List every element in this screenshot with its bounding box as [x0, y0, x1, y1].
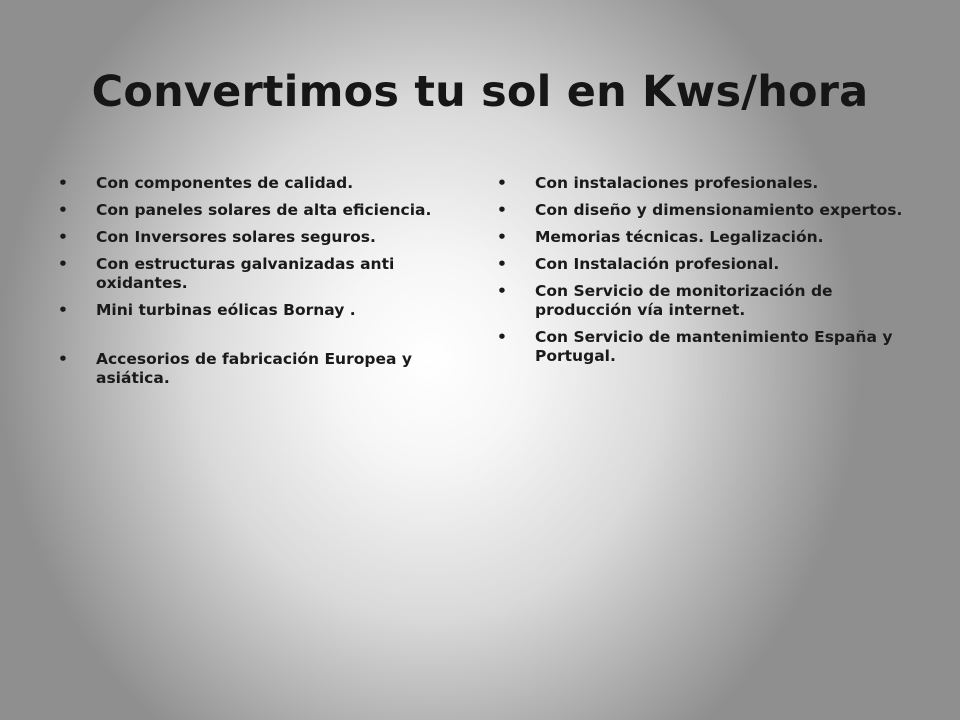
- right-bullet-list: [497, 174, 907, 374]
- bullet-icon: •: [58, 301, 68, 319]
- bullet-icon: •: [58, 228, 68, 246]
- list-item-text: Accesorios de fabricación Europea y asiática.: [96, 350, 412, 387]
- list-item: [58, 301, 438, 320]
- list-item: [58, 228, 438, 247]
- bullet-icon: •: [497, 282, 507, 300]
- list-item: [58, 174, 438, 193]
- list-item-text: Con instalaciones profesionales.: [535, 174, 819, 192]
- list-item: [497, 201, 907, 220]
- bullet-icon: •: [497, 328, 507, 346]
- list-item: [497, 174, 907, 193]
- list-item-text: Mini turbinas eólicas Bornay .: [96, 301, 356, 319]
- list-item-text: Con diseño y dimensionamiento expertos.: [535, 201, 903, 219]
- bullet-icon: •: [497, 201, 507, 219]
- list-item-text: Con Servicio de monitorización de producción vía internet.: [535, 282, 833, 319]
- bullet-icon: •: [497, 228, 507, 246]
- list-item-text: Con paneles solares de alta eficiencia.: [96, 201, 432, 219]
- list-item-text: Con componentes de calidad.: [96, 174, 354, 192]
- bullet-icon: •: [497, 174, 507, 192]
- bullet-icon: •: [497, 255, 507, 273]
- bullet-icon: •: [58, 350, 68, 368]
- list-item-text: Con Inversores solares seguros.: [96, 228, 376, 246]
- list-item-text: Con Servicio de mantenimiento España y Portugal.: [535, 328, 893, 365]
- list-item-text: Con estructuras galvanizadas anti oxidantes.: [96, 255, 395, 292]
- list-item: [58, 201, 438, 220]
- list-item: [497, 255, 907, 274]
- list-item: [58, 255, 438, 293]
- list-item: [58, 350, 438, 388]
- list-item-text: Memorias técnicas. Legalización.: [535, 228, 824, 246]
- bullet-icon: •: [58, 201, 68, 219]
- bullet-icon: •: [58, 174, 68, 192]
- left-bullet-list: [58, 174, 438, 396]
- list-item: [497, 282, 907, 320]
- list-item: [497, 328, 907, 366]
- bullet-icon: •: [58, 255, 68, 273]
- list-item-text: Con Instalación profesional.: [535, 255, 780, 273]
- list-item: [497, 228, 907, 247]
- slide-title: Convertimos tu sol en Kws/hora: [91, 67, 869, 117]
